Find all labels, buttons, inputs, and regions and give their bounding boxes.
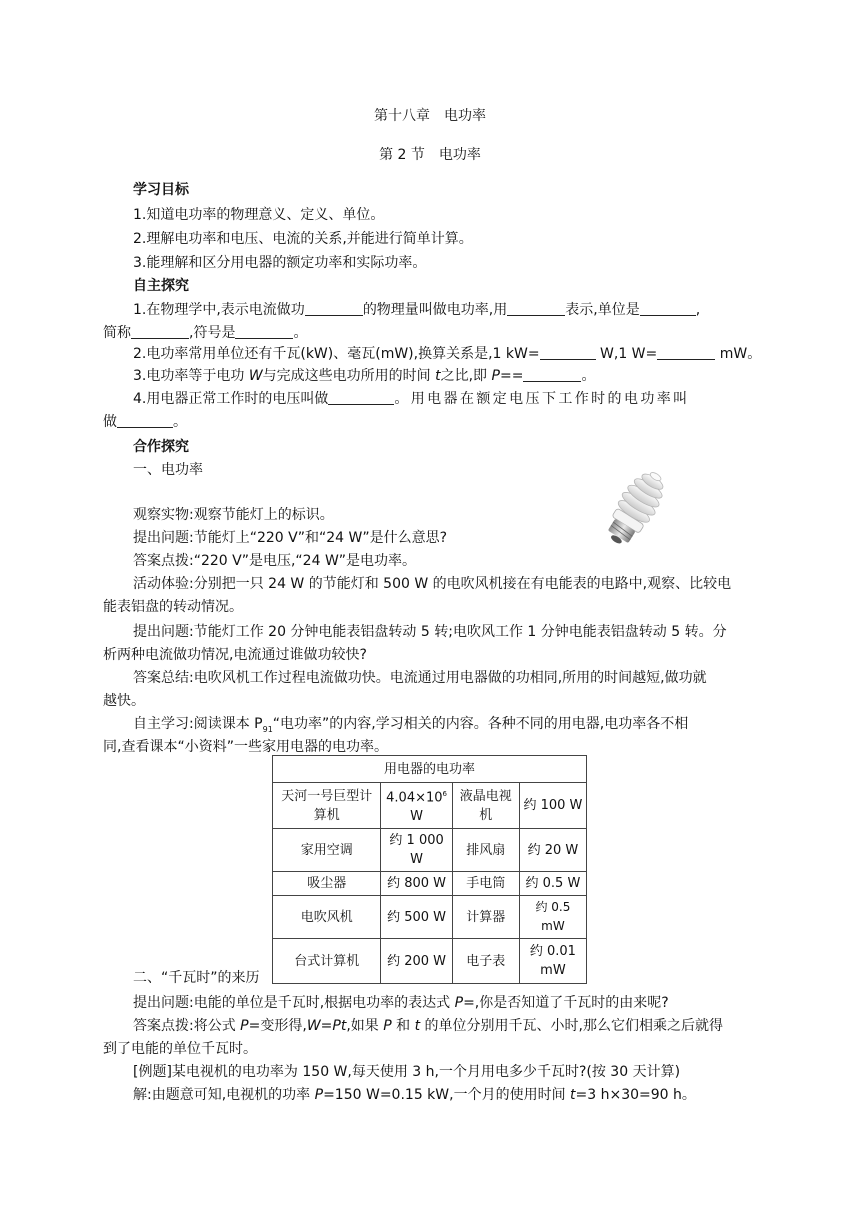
text: W [410,809,424,825]
table-row [273,872,587,896]
text: 表示,单位是 [565,302,640,318]
table-cell: 约 800 W [381,872,452,896]
text: 3.电功率等于电功 [133,368,249,384]
section-title: 第 2 节 电功率 [379,147,481,163]
part2-title: 二、“千瓦时”的来历 [133,970,260,986]
text: 4.04×10 [386,790,443,806]
text: , [695,302,701,318]
table-cell: 排风扇 [452,829,519,872]
question-2 [133,344,761,364]
text: 。 [293,325,308,341]
text: P [240,1018,249,1034]
answer-blank[interactable] [523,367,581,382]
text: 。 [173,414,187,430]
paragraph: 越快。 [103,693,145,709]
text: W,1 W= [595,346,658,362]
text: 之比,即 [440,368,492,384]
solution [133,1085,696,1105]
paragraph: 能表铝盘的转动情况。 [103,599,243,615]
table-title-row [273,756,587,783]
paragraph: 答案总结:电吹风机工作过程电流做功快。电流通过用电器做的功相同,所用的时间越短,做功就 [133,670,707,686]
table-cell: 液晶电视机 [452,783,519,829]
text: 4.用电器正常工作时的电压叫做 [133,391,329,407]
text: 与完成这些电功所用的时间 [262,368,436,384]
table-cell: 计算器 [452,896,519,939]
table-row [273,896,587,939]
table-row [273,829,587,872]
text: 答案点拨:将公式 [133,1018,241,1034]
text: == [499,368,524,384]
table-cell: 台式计算机 [273,939,381,984]
text: = [320,1018,333,1034]
table-cell: 手电筒 [452,872,519,896]
answer-blank[interactable] [305,301,363,316]
text: =3 h×30=90 h。 [575,1087,696,1103]
table-cell: 约 0.01 mW [519,939,586,984]
paragraph [133,714,688,740]
table-cell: 约 200 W [381,939,452,984]
table-cell: 天河一号巨型计算机 [273,783,381,829]
exponent: 6 [442,790,448,798]
table-cell: 家用空调 [273,829,381,872]
text: 。 [581,368,596,384]
text: P [491,368,500,384]
table-cell: 约 100 W [519,783,586,829]
text: 提出问题:电能的单位是千瓦时,根据电功率的表达式 [133,995,455,1011]
question-1 [133,300,700,320]
paragraph: 析两种电流做功情况,电流通过谁做功较快? [103,647,367,663]
paragraph: 到了电能的单位千瓦时。 [103,1041,257,1057]
text: =,你是否知道了千瓦时的由来呢? [463,995,669,1011]
paragraph [133,1016,723,1036]
table-row [273,939,587,984]
answer-blank[interactable] [640,301,696,316]
table-cell: 电吹风机 [273,896,381,939]
paragraph: 活动体验:分别把一只 24 W 的节能灯和 500 W 的电吹风机接在有电能表的电路中,观察、比较电 [133,576,732,592]
text: P [314,1087,324,1103]
text: ,如果 [346,1018,384,1034]
table-cell: 吸尘器 [273,872,381,896]
answer-blank[interactable] [540,345,596,360]
energy-saving-bulb-icon [596,466,676,550]
paragraph: 提出问题:节能灯工作 20 分钟电能表铝盘转动 5 转;电吹风工作 1 分钟电能表铝盘转动 5 转。分 [133,624,727,640]
text: Pt [332,1018,347,1034]
table-cell: 约 500 W [381,896,452,939]
question-1-cont [103,323,307,343]
answer-blank[interactable] [131,324,189,339]
text: 的物理量叫做电功率,用 [362,302,508,318]
paragraph: 提出问题:节能灯上“220 V”和“24 W”是什么意思? [133,530,448,546]
goal-item: 3.能理解和区分用电器的额定功率和实际功率。 [133,255,427,271]
text: 简称 [103,325,131,341]
text: W [306,1018,321,1034]
text: P [454,995,464,1011]
table-cell: 约 20 W [519,829,586,872]
text: mW。 [715,346,762,362]
text: 自主学习:阅读课本 P [133,716,263,732]
paragraph: 同,查看课本“小资料”一些家用电器的电功率。 [103,739,388,755]
answer-blank[interactable] [657,345,715,360]
goals-heading: 学习目标 [133,182,189,198]
table-cell: 约 1 000 W [381,829,452,872]
goal-item: 1.知道电功率的物理意义、定义、单位。 [133,207,385,223]
chapter-title: 第十八章 电功率 [374,108,486,124]
page-ref: 91 [262,724,273,734]
self-explore-heading: 自主探究 [133,278,189,294]
answer-blank[interactable] [507,301,565,316]
table-cell: 约 0.5 mW [519,896,586,939]
text: P [383,1018,392,1034]
question-4-cont [103,412,187,432]
answer-blank[interactable] [235,324,293,339]
answer-blank[interactable] [117,413,173,428]
text: W [248,368,263,384]
text: 和 [391,1018,415,1034]
goal-item: 2.理解电功率和电压、电流的关系,并能进行简单计算。 [133,231,473,247]
question-3 [133,366,595,386]
text: “电功率”的内容,学习相关的内容。各种不同的用电器,电功率各不相 [272,716,689,732]
paragraph: 观察实物:观察节能灯上的标识。 [133,507,334,523]
example-question: [例题]某电视机的电功率为 150 W,每天使用 3 h,一个月用电多少千瓦时?(按 30 天计算) [133,1064,681,1080]
text: ,符号是 [189,325,236,341]
appliance-power-table [272,755,587,984]
table-cell: 约 0.5 W [519,872,586,896]
table-title: 用电器的电功率 [273,756,587,783]
text: 的单位分别用千瓦、小时,那么它们相乘之后就得 [420,1018,723,1034]
text: 解:由题意可知,电视机的功率 [133,1087,315,1103]
text: 。用电器在额定电压下工作时的电功率叫 [394,391,690,407]
coop-heading: 合作探究 [133,439,189,455]
text: =150 W=0.15 kW,一个月的使用时间 [323,1087,571,1103]
text: 做 [103,414,117,430]
text: t [414,1018,421,1034]
table-row [273,783,587,829]
text: 2.电功率常用单位还有千瓦(kW)、毫瓦(mW),换算关系是,1 kW= [133,346,540,362]
table-cell: 电子表 [452,939,519,984]
text: 1.在物理学中,表示电流做功 [133,302,305,318]
part1-title: 一、电功率 [133,462,203,478]
text: t [570,1087,576,1103]
paragraph [133,993,669,1013]
text: t [435,368,441,384]
question-4 [133,389,690,409]
answer-blank[interactable] [328,390,394,405]
text: =变形得, [248,1018,307,1034]
table-cell [381,783,452,829]
paragraph: 答案点拨:“220 V”是电压,“24 W”是电功率。 [133,553,417,569]
